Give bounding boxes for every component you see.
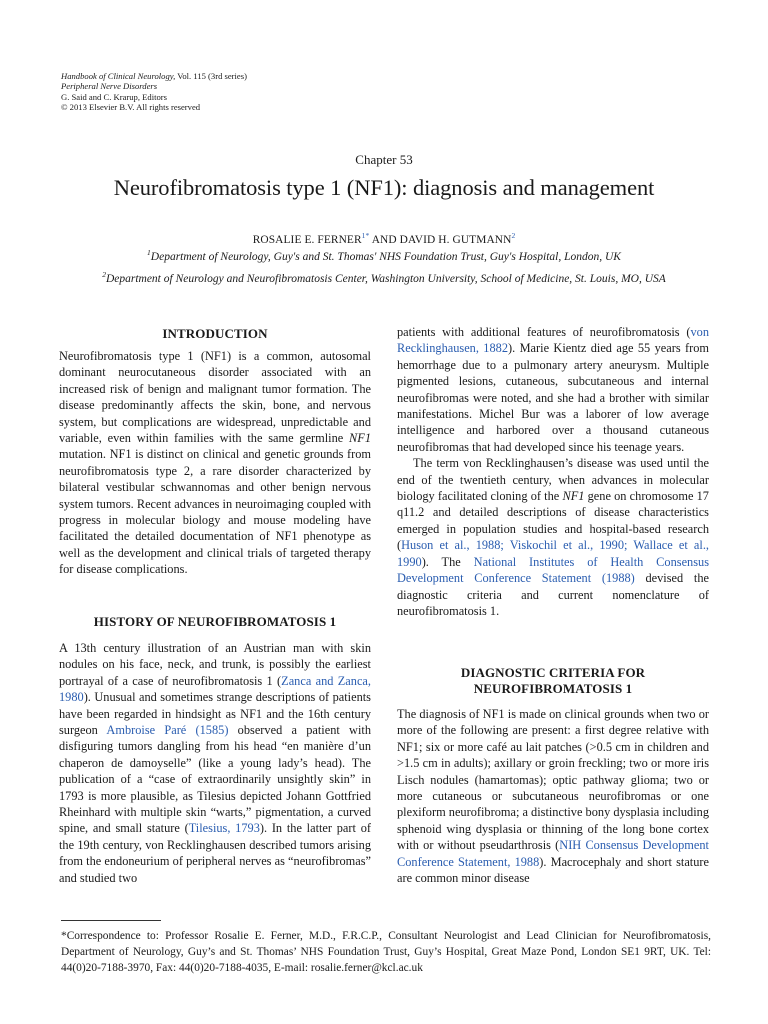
introduction-body [59, 348, 371, 578]
affiliation-1 [0, 248, 768, 263]
intro-text-a: Neurofibromatosis type 1 (NF1) is a common, autosomal dominant neurocutaneous disorder associated with an increased risk of benign and malignant tumor formation. The disease predominantly affects the skin, bone, and nervous system, but complications are widespread, unpredictable and variable, even within families with the same germline [59, 349, 371, 446]
affiliation-2-text: Department of Neurology and Neurofibromatosis Center, Washington University, School of Medicine, St. Louis, MO, USA [105, 273, 666, 285]
diagnostic-text-a: The diagnosis of NF1 is made on clinical grounds when two or more of the following are present: a first degree relative with NF1; six or more café au lait patches (>0.5 cm in children and >1.5 cm in adults); axillary or groin freckling; two or more iris Lisch nodules (hamartomas); optic pathway glioma; two or more cutaneous or subcutaneous neurofibromas or one plexiform neurofibroma; a distinctive bony dysplasia including sphenoid wing dysplasia or thinning of the long bone cortex with or without pseudarthrosis ( [397, 707, 709, 853]
author-line [0, 231, 768, 246]
citation-link[interactable]: von Recklinghausen, 1882 [397, 325, 709, 356]
affiliation-1-text: Department of Neurology, Guy's and St. Thomas' NHS Foundation Trust, Guy's Hospital, London, UK [150, 251, 621, 263]
history-p2-text-d: devised the diagnostic criteria and current nomenclature of neurofibromatosis 1. [397, 571, 709, 618]
history-p2-text-c: ). The [421, 554, 474, 569]
history-body-right [397, 324, 709, 619]
introduction-paragraph [59, 348, 371, 578]
history-gene-nf1: NF1 [562, 489, 585, 504]
footnote-divider [61, 920, 161, 921]
introduction-heading: INTRODUCTION [162, 326, 268, 341]
intro-gene-nf1: NF1 [349, 431, 371, 446]
diagnostic-heading-line1: DIAGNOSTIC CRITERIA FOR [460, 665, 646, 680]
copyright: © 2013 Elsevier B.V. All rights reserved [61, 101, 201, 112]
author-2-sup[interactable]: 2 [511, 231, 516, 240]
citation-link[interactable]: Huson et al., 1988; Viskochil et al., 1990; Wallace et al., 1990 [397, 538, 709, 569]
history-paragraph-1-cont [397, 324, 709, 455]
intro-text-b: mutation. NF1 is distinct on clinical and genetic grounds from neurofibromatosis type 2, a rare disorder characterized by bilateral vestibular schwannomas and other benign nervous system tumors. Recent advances in neuroimaging coupled with progress in molecular biology and mouse modeling have facilitated the detailed documentation of NF1 phenotype as well as the development and clinical trials of targeted therapy for disease complications. [59, 447, 371, 577]
citation-link[interactable]: Tilesius, 1793 [188, 821, 260, 836]
journal-name: Handbook of Clinical Neurology, [61, 71, 176, 81]
series-name: Peripheral Nerve Disorders [61, 81, 158, 92]
history-heading: HISTORY OF NEUROFIBROMATOSIS 1 [93, 614, 337, 629]
author-1: ROSALIE E. FERNER [252, 234, 362, 246]
diagnostic-text-b: ). Macrocephaly and short stature are common minor disease [397, 854, 709, 886]
history-text-d-left: ). In the latter part of the 19th century, von Recklinghausen described tumors arising from the endoneurium of peripheral nerves as “neurofibromas” and studied two [59, 821, 371, 885]
journal-line [61, 71, 247, 81]
history-text-b: ). Unusual and sometimes strange descriptions of patients have been regarded in hindsight as NF1 and the 16th century surgeon [59, 690, 371, 738]
diagnostic-heading-line2: NEUROFIBROMATOSIS 1 [473, 681, 633, 696]
history-text-e: ). Marie Kientz died age 55 years from hemorrhage due to a pulmonary artery aneurysm. Multiple pigmented lesions, cutaneous, subcutaneous and internal neurofibromas were noted, and she had a brother with similar manifestations. Michel Bur was a laborer of low average intelligence and harbored over a thousand cutaneous neurofibromas that had developed since his teenage years. [397, 341, 710, 454]
citation-link[interactable]: Zanca and Zanca, 1980 [59, 673, 371, 705]
author-1-sup[interactable]: 1* [361, 231, 370, 240]
history-p2-text-b: gene on chromosome 17 q11.2 and detailed descriptions of disease characteristics emerged in population studies and hospital-based research ( [397, 489, 709, 553]
history-text-d-right: patients with additional features of neurofibromatosis ( [397, 325, 691, 339]
history-paragraph-2 [397, 455, 709, 619]
history-text-c: observed a patient with disfiguring tumors dangling from his head “en manière d’un chaperon de damoyselle” (like a young lady’s head). The publication of a “case of extraordinarily unsightly skin” in 1793 is more plausible, as Tilesius depicted Johann Gottfried Rheinhard with multiple skin “warts,” pigmentation, a curved spine, and small stature ( [59, 723, 371, 836]
diagnostic-heading [397, 665, 709, 697]
history-paragraph-1-start [59, 640, 371, 886]
history-text-a: A 13th century illustration of an Austrian man with skin nodules on his face, neck, and trunk, is possibly the earliest portrayal of a case of neurofibromatosis 1 ( [59, 641, 371, 688]
author-2: DAVID H. GUTMANN [399, 234, 512, 246]
citation-link[interactable]: NIH Consensus Development Conference Statement, 1988 [397, 838, 709, 869]
journal-volume: Vol. 115 (3rd series) [175, 71, 247, 81]
editors: G. Said and C. Krarup, Editors [61, 91, 167, 102]
publication-info [61, 71, 247, 112]
diagnostic-paragraph [397, 706, 709, 886]
affiliation-2 [0, 270, 768, 285]
citation-link[interactable]: Ambroise Paré (1585) [106, 723, 229, 738]
author-and: AND [369, 234, 400, 246]
page-title: Neurofibromatosis type 1 (NF1): diagnosis and management [113, 175, 655, 200]
diagnostic-body [397, 706, 709, 886]
citation-link[interactable]: National Institutes of Health Consensus Development Conference Statement (1988) [397, 554, 709, 586]
affiliation-2-sup: 2 [102, 270, 106, 279]
correspondence-footnote: *Correspondence to: Professor Rosalie E. Ferner, M.D., F.R.C.P., Consultant Neurologist and Lead Clinician for Neurofibromatosis, Department of Neurology, Guy’s and St. Thomas’ NHS Foundation Trust, Guy’s Hospital, Great Maze Pond, London SE1 9RT, UK. Tel: 44(0)20-7188-3970, Fax: 44(0)20-7188-4035, E-mail: rosalie.ferner@kcl.ac.uk [61, 930, 711, 974]
chapter-number: Chapter 53 [355, 152, 413, 167]
history-p2-text-a: The term von Recklinghausen’s disease was used until the end of the twentieth century, when advances in molecular biology facilitated cloning of the [397, 456, 709, 504]
history-body-left [59, 640, 371, 886]
affiliation-1-sup: 1 [147, 248, 151, 257]
